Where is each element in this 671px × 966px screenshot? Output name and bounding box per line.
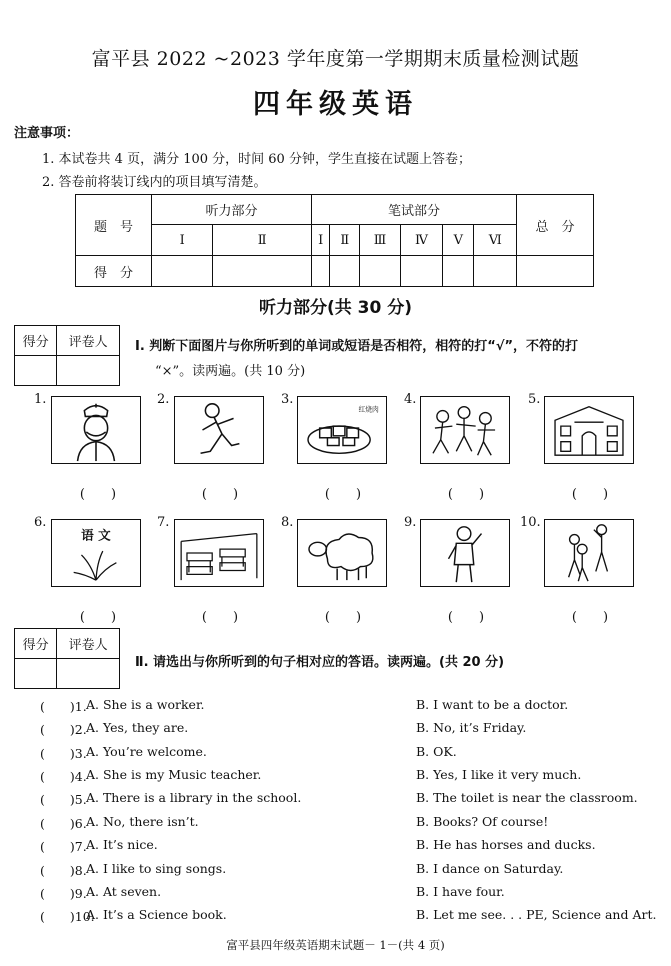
question-row [40, 884, 660, 904]
part1-instruction: Ⅰ. 判断下面图片与你所听到的单词或短语是否相符，相符的打“√”，不符的打 [135, 339, 579, 354]
grader-score-cell[interactable] [15, 356, 57, 386]
answer-paren[interactable]: ( ) [201, 487, 239, 502]
part2-instruction: Ⅱ. 请选出与你所听到的句子相对应的答语。读两遍。(共 20 分) [135, 655, 505, 670]
picture-number: 6. [34, 515, 47, 530]
col-header: Ⅵ [474, 225, 517, 256]
page-footer: 富平县四年级英语期末试题－ 1－(共 4 页) [226, 938, 445, 952]
question-number[interactable]: ( )10. [40, 909, 95, 924]
braised-pork-icon [297, 396, 387, 464]
question-row [40, 814, 660, 834]
picture-number: 8. [281, 515, 294, 530]
listening-header: 听力部分 [152, 195, 312, 225]
grader-label: 评卷人 [57, 629, 120, 659]
option-a: A. She is a worker. [86, 697, 205, 712]
answer-paren[interactable]: ( ) [324, 487, 362, 502]
answer-paren[interactable]: ( ) [447, 487, 485, 502]
question-row [40, 767, 660, 787]
score-cell[interactable] [360, 256, 401, 287]
dish-caption: 红烧肉 [358, 405, 379, 414]
grader-box [14, 325, 120, 386]
question-number[interactable]: ( )6. [40, 816, 87, 831]
answer-paren[interactable]: ( ) [79, 610, 117, 625]
note-item: 2. 答卷前将装订线内的项目填写清楚。 [42, 175, 267, 190]
grader-label: 评卷人 [57, 326, 120, 356]
exam-subtitle: 四年级英语 [253, 89, 418, 120]
running-boy-icon [174, 396, 264, 464]
picture-number: 2. [157, 392, 170, 407]
option-b: B. Yes, I like it very much. [416, 767, 582, 782]
grader-box [14, 628, 120, 689]
answer-paren[interactable]: ( ) [79, 487, 117, 502]
grader-name-cell[interactable] [57, 659, 120, 689]
grader-score-cell[interactable] [15, 659, 57, 689]
picture-number: 10. [520, 515, 541, 530]
question-row [40, 744, 660, 764]
question-number[interactable]: ( )8. [40, 863, 87, 878]
question-number[interactable]: ( )3. [40, 746, 87, 761]
writing-header: 笔试部分 [311, 195, 516, 225]
score-cell[interactable] [517, 256, 594, 287]
picture-number: 5. [528, 392, 541, 407]
total-label: 总 分 [517, 195, 594, 256]
answer-paren[interactable]: ( ) [201, 610, 239, 625]
option-a: A. She is my Music teacher. [86, 767, 262, 782]
notes-heading: 注意事项： [14, 126, 80, 141]
option-b: B. He has horses and ducks. [416, 837, 596, 852]
question-row [40, 861, 660, 881]
score-cell[interactable] [400, 256, 442, 287]
answer-paren[interactable]: ( ) [571, 610, 609, 625]
question-number[interactable]: ( )2. [40, 722, 87, 737]
grader-score-label: 得分 [15, 326, 57, 356]
exam-title: 富平县 2022 ~2023 学年度第一学期期末质量检测试题 [91, 48, 580, 70]
option-b: B. Books? Of course! [416, 814, 549, 829]
option-b: B. OK. [416, 744, 457, 759]
item-number-label: 题 号 [76, 195, 152, 256]
grader-name-cell[interactable] [57, 356, 120, 386]
question-number[interactable]: ( )4. [40, 769, 87, 784]
sheep-icon [297, 519, 387, 587]
picture-number: 3. [281, 392, 294, 407]
picture-number: 7. [157, 515, 170, 530]
score-cell[interactable] [474, 256, 517, 287]
option-b: B. No, it’s Friday. [416, 720, 527, 735]
score-cell[interactable] [330, 256, 360, 287]
basketball-players-icon [544, 519, 634, 587]
question-number[interactable]: ( )5. [40, 792, 87, 807]
col-header: Ⅰ [311, 225, 330, 256]
option-b: B. The toilet is near the classroom. [416, 790, 638, 805]
option-a: A. I like to sing songs. [86, 861, 227, 876]
option-a: A. There is a library in the school. [86, 790, 302, 805]
score-table [75, 194, 594, 287]
nurse-icon [51, 396, 141, 464]
answer-paren[interactable]: ( ) [447, 610, 485, 625]
grader-score-label: 得分 [15, 629, 57, 659]
man-waving-icon [420, 519, 510, 587]
score-cell[interactable] [152, 256, 213, 287]
children-playing-icon [420, 396, 510, 464]
question-row [40, 697, 660, 717]
question-number[interactable]: ( )1. [40, 699, 87, 714]
answer-paren[interactable]: ( ) [571, 487, 609, 502]
note-item: 1. 本试卷共 4 页，满分 100 分，时间 60 分钟，学生直接在试题上答卷； [42, 152, 471, 167]
option-a: A. Yes, they are. [86, 720, 189, 735]
option-a: A. It’s a Science book. [86, 907, 227, 922]
answer-paren[interactable]: ( ) [324, 610, 362, 625]
question-row [40, 837, 660, 857]
option-b: B. I have four. [416, 884, 505, 899]
section-title: 听力部分(共 30 分) [258, 298, 413, 318]
col-header: Ⅱ [330, 225, 360, 256]
option-b: B. Let me see. . . PE, Science and Art. [416, 907, 657, 922]
picture-number: 4. [404, 392, 417, 407]
option-a: A. No, there isn’t. [86, 814, 199, 829]
col-header: Ⅰ [152, 225, 213, 256]
question-row [40, 720, 660, 740]
part1-instruction-cont: “×”。读两遍。(共 10 分) [155, 364, 306, 379]
option-a: A. At seven. [86, 884, 162, 899]
book-caption: 语 文 [81, 527, 111, 543]
score-label: 得 分 [76, 256, 152, 287]
option-b: B. I dance on Saturday. [416, 861, 564, 876]
col-header: Ⅴ [443, 225, 474, 256]
option-a: A. It’s nice. [86, 837, 158, 852]
building-icon [544, 396, 634, 464]
score-cell[interactable] [443, 256, 474, 287]
chinese-book-icon [51, 519, 141, 587]
score-cell[interactable] [311, 256, 330, 287]
question-row [40, 790, 660, 810]
picture-number: 1. [34, 392, 47, 407]
col-header: Ⅲ [360, 225, 401, 256]
col-header: Ⅳ [400, 225, 442, 256]
score-cell[interactable] [213, 256, 311, 287]
question-number[interactable]: ( )7. [40, 839, 87, 854]
classroom-desks-icon [174, 519, 264, 587]
picture-number: 9. [404, 515, 417, 530]
col-header: Ⅱ [213, 225, 311, 256]
question-row [40, 907, 660, 927]
option-a: A. You’re welcome. [86, 744, 207, 759]
option-b: B. I want to be a doctor. [416, 697, 569, 712]
question-number[interactable]: ( )9. [40, 886, 87, 901]
